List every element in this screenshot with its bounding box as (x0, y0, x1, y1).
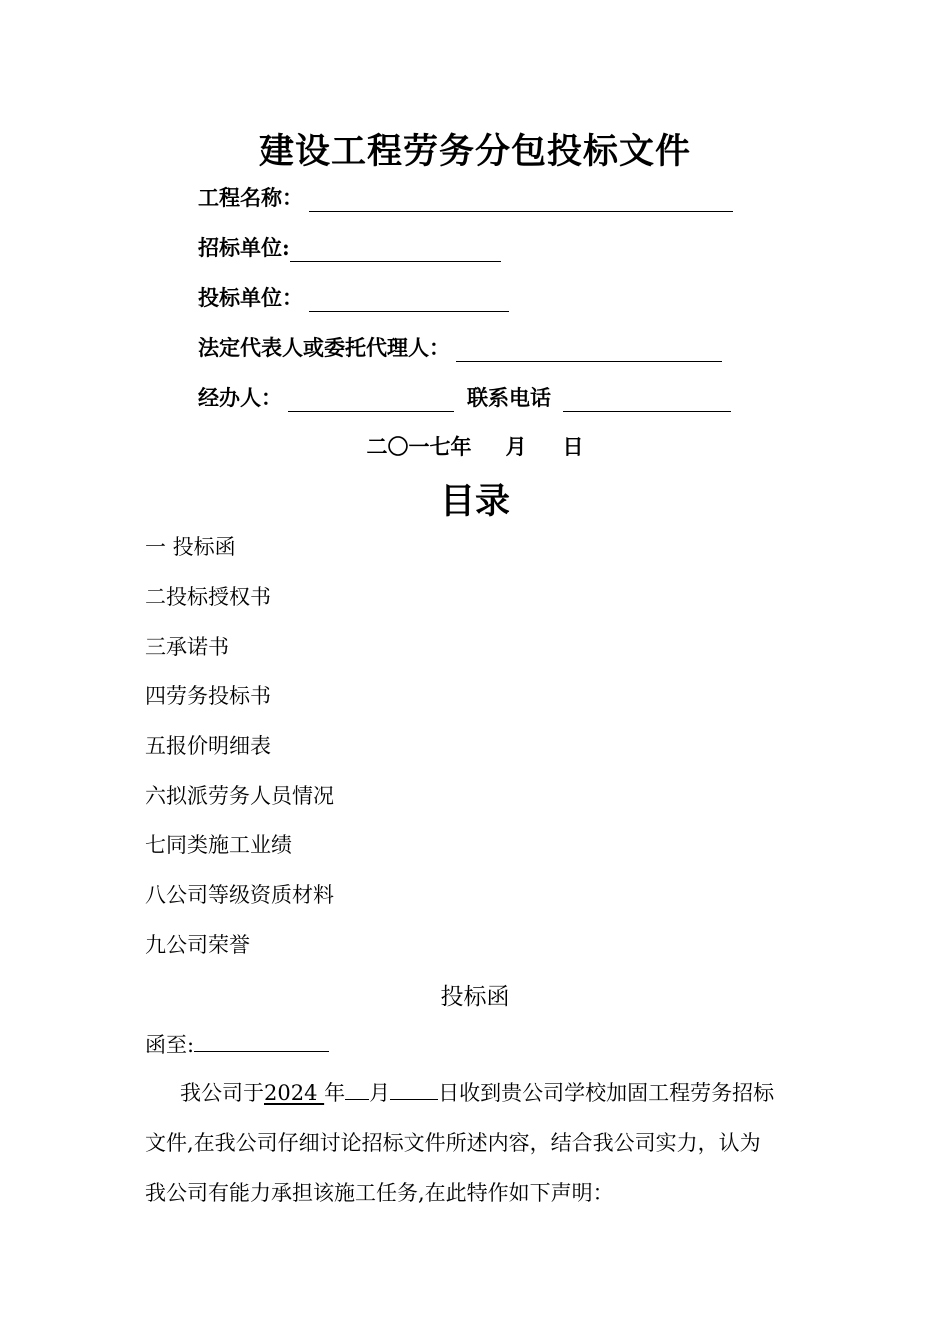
letter-paragraph-line1 (180, 1077, 774, 1107)
letter-title: 投标函 (440, 984, 510, 1010)
letter-paragraph-line3: 我公司有能力承担该施工任务,在此特作如下声明： (145, 1181, 614, 1205)
p1-year: 2024 (264, 1081, 325, 1105)
project-name-blank (309, 191, 733, 212)
legal-rep-blank (456, 341, 722, 362)
bidder-unit-field (198, 282, 509, 312)
toc-item: 九公司荣誉 (145, 933, 250, 957)
legal-rep-field (198, 332, 722, 362)
document-title: 建设工程劳务分包投标文件 (258, 131, 691, 172)
toc-item: 四劳务投标书 (145, 684, 271, 708)
bidder-unit-label: 投标单位： (198, 285, 303, 310)
contact-field (198, 382, 731, 412)
letter-paragraph-line2: 文件,在我公司仔细讨论招标文件所述内容，结合我公司实力，认为 (145, 1131, 761, 1155)
letter-recipient (145, 1029, 329, 1059)
tender-unit-field (198, 232, 501, 262)
date-day: 日 (562, 434, 584, 459)
project-name-label: 工程名称： (198, 185, 303, 210)
document-date (0, 431, 950, 461)
recipient-blank (194, 1031, 329, 1052)
legal-rep-label: 法定代表人或委托代理人： (198, 335, 450, 360)
date-month: 月 (505, 434, 527, 459)
bidder-unit-blank (309, 291, 509, 312)
recipient-label: 函至: (145, 1033, 195, 1057)
month-blank (345, 1079, 369, 1100)
toc-item: 七同类施工业绩 (145, 833, 292, 857)
p1-year-unit: 年 (324, 1081, 346, 1105)
phone-label: 联系电话 (467, 385, 551, 410)
tender-unit-label: 招标单位: (198, 235, 290, 260)
handler-label: 经办人： (198, 385, 282, 410)
toc-title: 目录 (439, 481, 510, 522)
toc-item: 二投标授权书 (145, 585, 271, 609)
date-year: 二〇一七年 (366, 434, 472, 459)
toc-item: 三承诺书 (145, 635, 229, 659)
phone-blank (563, 391, 731, 412)
toc-item: 六拟派劳务人员情况 (145, 784, 334, 808)
toc-item: 八公司等级资质材料 (145, 883, 334, 907)
day-blank (390, 1079, 438, 1100)
handler-blank (288, 391, 454, 412)
toc-item: 一 投标函 (145, 535, 236, 559)
tender-unit-blank (290, 241, 501, 262)
p1-prefix: 我公司于 (180, 1081, 264, 1105)
project-name-field (198, 182, 733, 212)
toc-item: 五报价明细表 (145, 734, 271, 758)
p1-month: 月 (369, 1081, 391, 1105)
p1-rest: 日收到贵公司学校加固工程劳务招标 (438, 1081, 775, 1105)
